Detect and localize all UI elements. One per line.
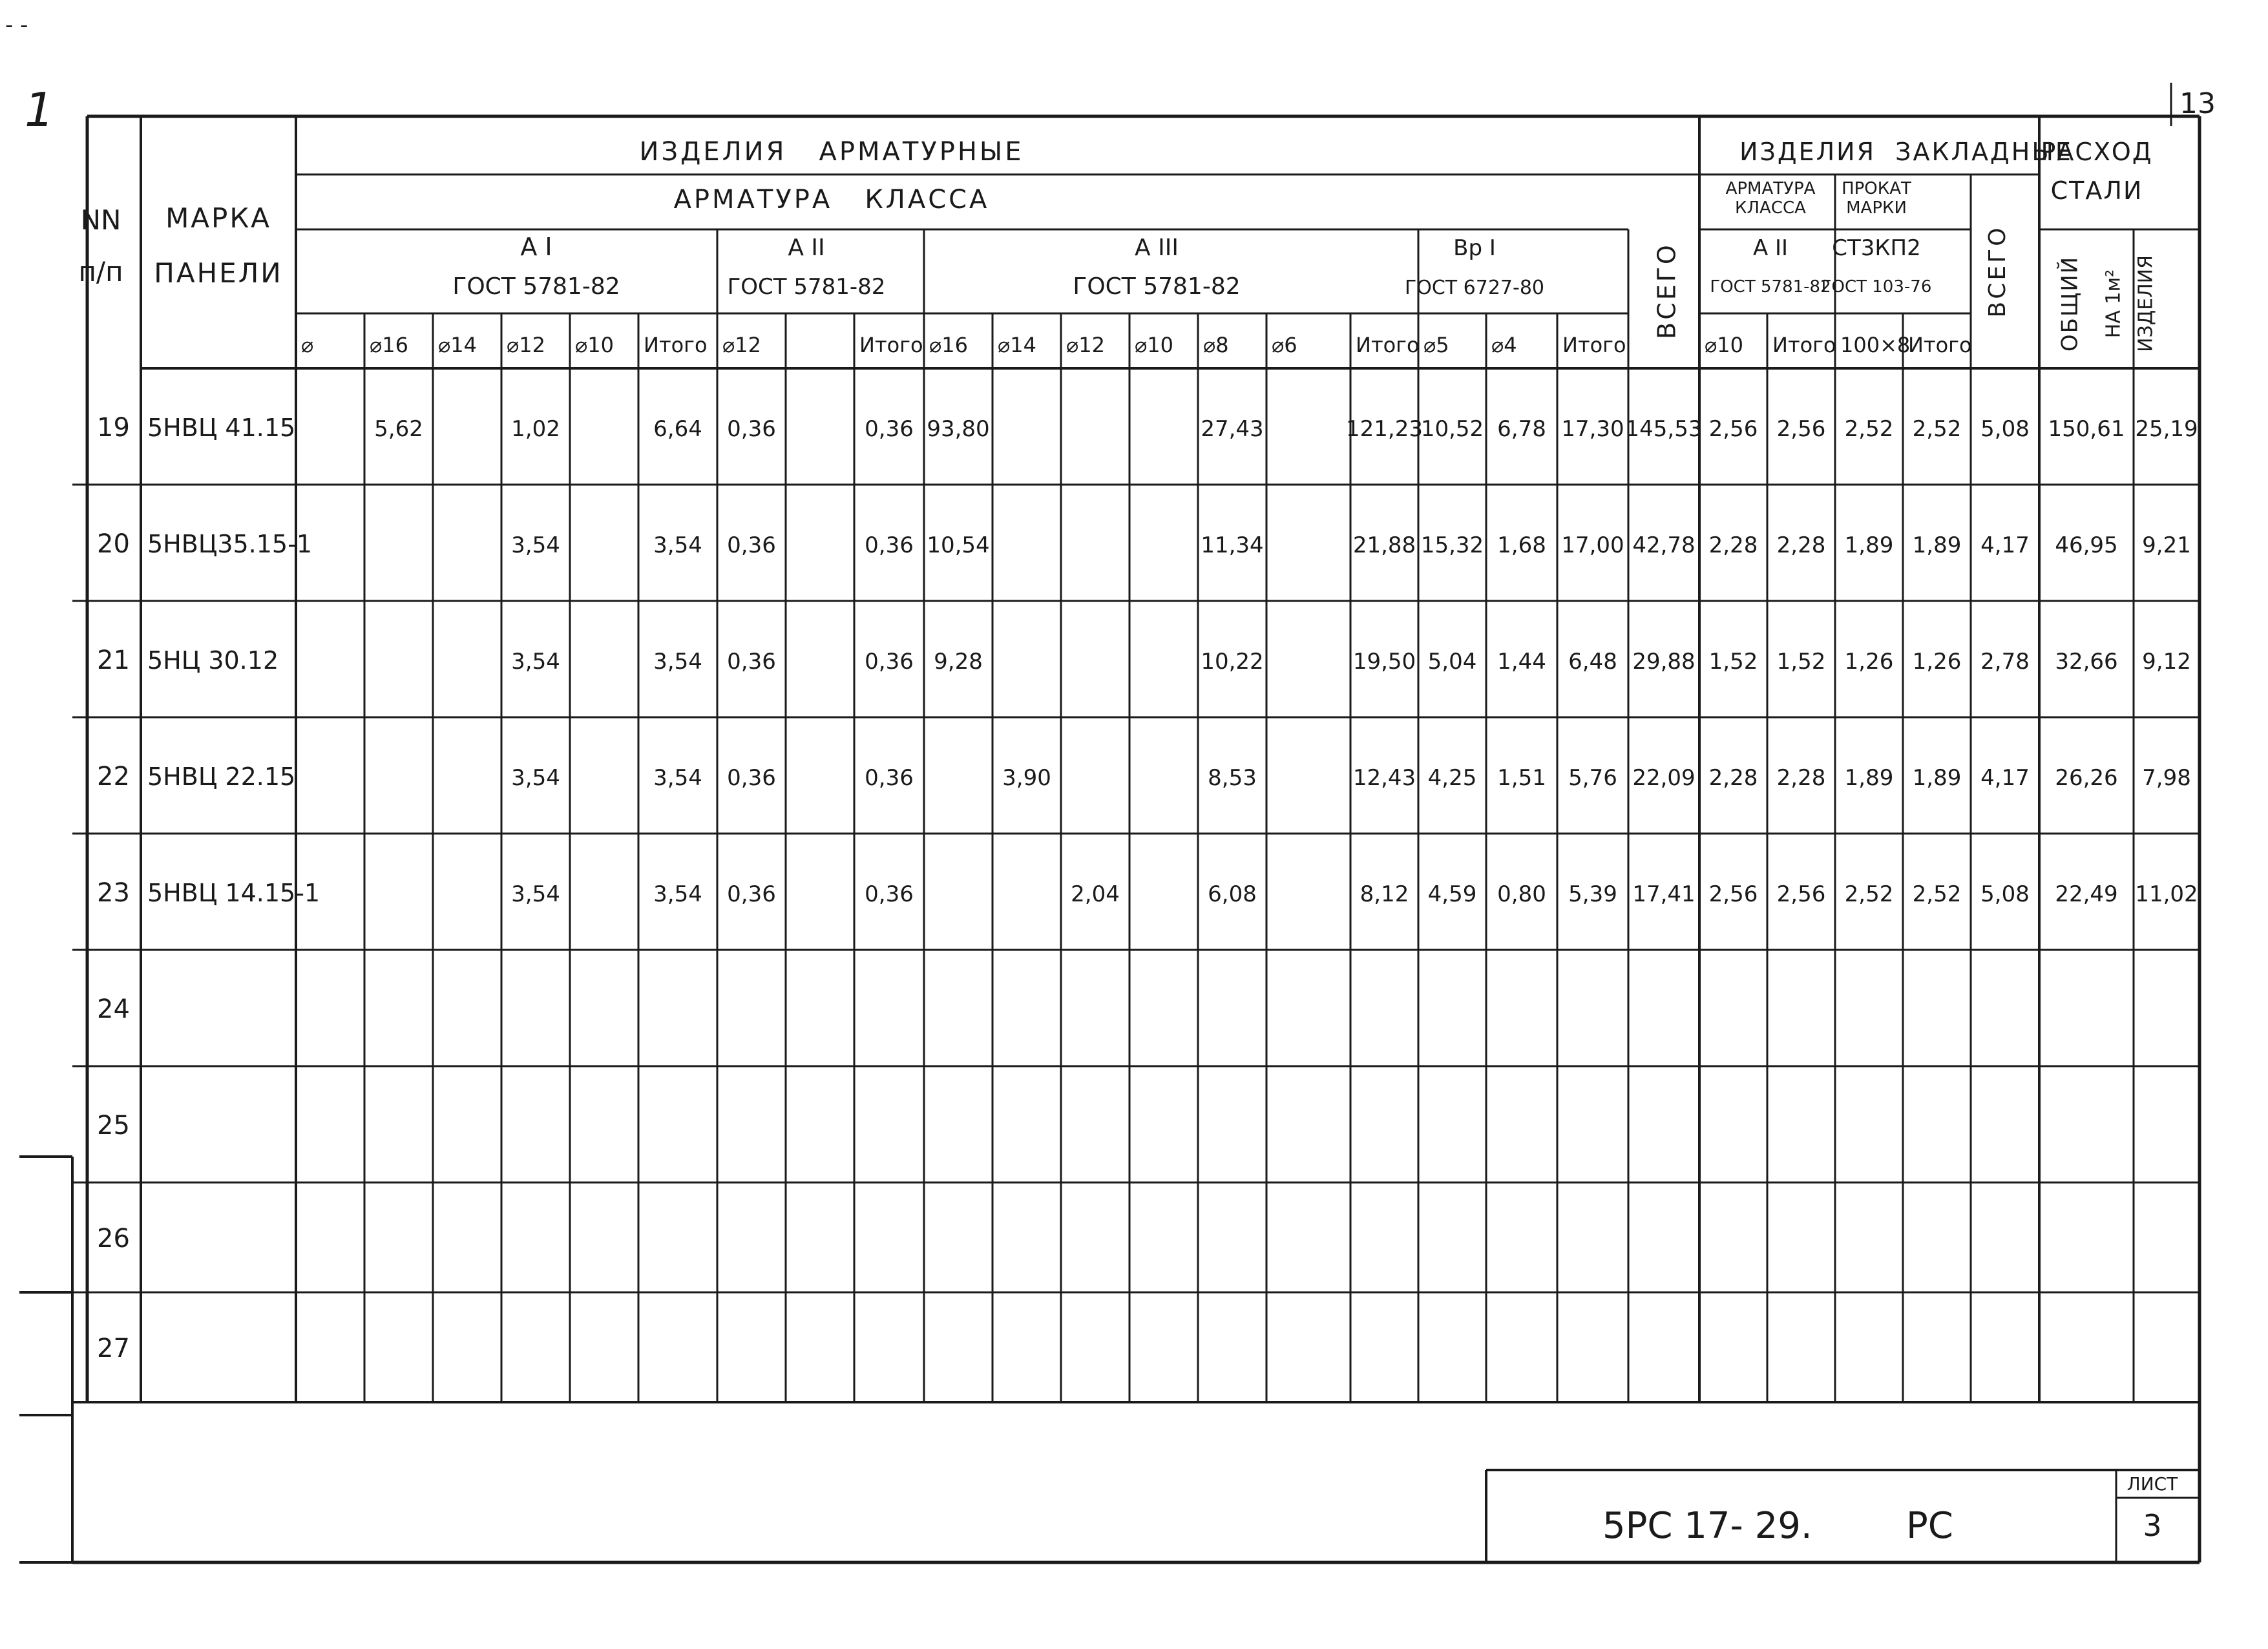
header-marka: МАРКА [165,202,271,234]
table-cell: 0,36 [865,532,914,558]
header-zakl-prokat: ПРОКАТ [1842,179,1911,198]
table-cell: 1,52 [1708,649,1758,675]
subheader-cell: Итого [859,333,923,357]
table-cell: 32,66 [2055,649,2118,675]
subheader-cell: ⌀10 [1135,333,1173,357]
row-number: 19 [97,413,130,443]
subheader-cell: ⌀ [301,333,314,357]
table-cell: 9,28 [934,649,983,675]
table-cell: 4,25 [1427,765,1477,791]
subheader-cell: ⌀12 [1066,333,1105,357]
row-number: 26 [97,1224,130,1254]
header-zakl-armatura: АРМАТУРА [1725,179,1816,198]
table-cell: 0,36 [727,649,776,675]
header-class-bp1: Вр I [1453,235,1496,261]
table-body [97,413,2198,1363]
table-cell: 2,52 [1912,881,1962,907]
header-class-a3: А III [1135,235,1179,261]
panel-mark: 5НВЦ 22.15 [147,762,296,791]
row-number: 23 [97,878,130,908]
table-cell: 8,53 [1208,765,1257,791]
header-zakl-marki: МАРКИ [1846,198,1907,218]
subheader-cell: ⌀16 [370,333,408,357]
header-zakl-st-gost: ГОСТ 103-76 [1821,277,1932,297]
drawing-code: 5РС 17- 29. [1602,1505,1812,1547]
table-cell: 5,39 [1568,881,1617,907]
header-stali: СТАЛИ [2050,176,2143,205]
header-class-a1-gost: ГОСТ 5781-82 [452,273,620,300]
table-cell: 1,52 [1776,649,1826,675]
subheader-cell: Итого [1772,333,1836,357]
table-cell: 3,54 [511,649,560,675]
subheader-cell: ⌀14 [438,333,477,357]
row-number: 27 [97,1334,130,1363]
table-cell: 42,78 [1632,532,1696,558]
table-cell: 2,04 [1071,881,1120,907]
table-cell: 2,28 [1776,532,1826,558]
table-cell: 8,12 [1360,881,1409,907]
table-cell: 1,89 [1912,765,1962,791]
header-class-a3-gost: ГОСТ 5781-82 [1073,273,1241,300]
header-izdeliya-zakladnye: ИЗДЕЛИЯ ЗАКЛАДНЫЕ [1739,138,2073,166]
subheader-cell: Итого [1562,333,1626,357]
sheet-label: ЛИСТ [2126,1473,2178,1495]
table-cell: 6,78 [1497,416,1546,442]
table-cell: 3,54 [653,881,702,907]
table-cell: 2,28 [1708,765,1758,791]
subheader-cell: Итого [1356,333,1420,357]
table-cell: 2,52 [1844,416,1894,442]
table-cell: 3,54 [511,532,560,558]
header-izdeliya-armaturnye: ИЗДЕЛИЯ АРМАТУРНЫЕ [639,137,1024,167]
header-nn: NN [80,204,121,236]
table-cell: 1,02 [511,416,560,442]
table-cell: 1,26 [1844,649,1894,675]
table-cell: 29,88 [1632,649,1696,675]
row-number: 22 [97,762,130,792]
table-cell: 1,68 [1497,532,1546,558]
table-cell: 5,04 [1427,649,1477,675]
panel-mark: 5НВЦ35.15-1 [147,530,312,558]
subheader-cell: 100×8 [1840,333,1911,357]
row-number: 24 [97,994,130,1024]
table-cell: 2,28 [1776,765,1826,791]
table-cell: 2,52 [1912,416,1962,442]
table-cell: 21,88 [1352,532,1416,558]
panel-mark: 5НВЦ 41.15 [147,414,296,442]
table-cell: 2,78 [1980,649,2030,675]
table-cell: 6,48 [1568,649,1617,675]
table-cell: 10,54 [927,532,990,558]
table-cell: 25,19 [2135,416,2198,442]
subheader-cell: ⌀5 [1423,333,1449,357]
header-rashod: РАСХОД [2041,138,2153,166]
table-cell: 3,54 [511,765,560,791]
header-zakl-klassa: КЛАССА [1735,198,1806,218]
table-cell: 5,08 [1980,416,2030,442]
table-cell: 0,36 [727,532,776,558]
table-cell: 0,36 [865,649,914,675]
table-cell: 1,89 [1844,765,1894,791]
subheader-cell: ⌀12 [722,333,761,357]
table-cell: 1,89 [1844,532,1894,558]
table-cell: 5,76 [1568,765,1617,791]
left-sheet-mark: 1 [25,83,54,137]
table-cell: 6,64 [653,416,702,442]
table-cell: 3,90 [1002,765,1051,791]
title-block [1602,1473,2178,1547]
table-cell: 121,23 [1346,416,1423,442]
sheet-number: 3 [2143,1508,2162,1543]
table-cell: 6,08 [1208,881,1257,907]
table-cell: 3,54 [511,881,560,907]
table-cell: 12,43 [1352,765,1416,791]
header-obshiy: ОБЩИЙ [2057,255,2083,352]
table-cell: 9,12 [2142,649,2191,675]
subheader-cell: ⌀12 [507,333,545,357]
table-cell: 3,54 [653,765,702,791]
subheader-cell: ⌀4 [1491,333,1517,357]
subheader-cell: Итого [644,333,708,357]
header-class-a2-gost: ГОСТ 5781-82 [727,274,886,300]
table-cell: 11,34 [1201,532,1264,558]
table-cell: 17,30 [1561,416,1624,442]
table-cell: 1,44 [1497,649,1546,675]
table-cell: 7,98 [2142,765,2191,791]
table-cell: 11,02 [2135,881,2198,907]
subheader-cell: ⌀6 [1272,333,1297,357]
table-cell: 0,36 [865,765,914,791]
table-cell: 10,52 [1420,416,1484,442]
table-cell: 4,17 [1980,532,2030,558]
header-zakl-st3kp2: СТ3КП2 [1832,235,1921,261]
table-cell: 2,56 [1708,416,1758,442]
subheader-row [301,333,1972,357]
header-zakl-a2-gost: ГОСТ 5781-82 [1710,277,1831,297]
header-na-1m2: НА 1м² [2102,269,2125,339]
table-cell: 15,32 [1420,532,1484,558]
table-cell: 5,62 [374,416,423,442]
row-number: 25 [97,1111,130,1140]
table-cell: 3,54 [653,532,702,558]
table-cell: 150,61 [2048,416,2125,442]
subheader-cell: ⌀14 [998,333,1036,357]
row-number: 21 [97,646,130,675]
table-cell: 3,54 [653,649,702,675]
table-cell: 2,52 [1844,881,1894,907]
table-cell: 2,56 [1776,416,1826,442]
table-cell: 0,36 [727,881,776,907]
table-cell: 93,80 [927,416,990,442]
subheader-cell: ⌀10 [1705,333,1743,357]
panel-mark: 5НЦ 30.12 [147,646,279,675]
subheader-cell: ⌀8 [1203,333,1229,357]
header-armatura-klassa: АРМАТУРА КЛАССА [673,185,990,215]
table-cell: 0,36 [865,881,914,907]
drawing-code-suffix: РС [1906,1505,1953,1547]
header-izdeliya: ИЗДЕЛИЯ [2134,255,2158,352]
table-cell: 2,56 [1708,881,1758,907]
row-number: 20 [97,529,130,559]
table-cell: 4,17 [1980,765,2030,791]
table-cell: 9,21 [2142,532,2191,558]
table-cell: 22,09 [1632,765,1696,791]
subheader-cell: ⌀10 [575,333,614,357]
page-number: 13 [2179,87,2216,120]
header-paneli: ПАНЕЛИ [154,257,283,289]
subheader-cell: Итого [1908,333,1972,357]
header-vsego: ВСЕГО [1652,242,1681,339]
table-cell: 10,22 [1201,649,1264,675]
header-zakl-a2: А II [1752,235,1789,261]
header-pp: п/п [78,256,123,288]
table-cell: 0,36 [865,416,914,442]
table-header [78,137,2157,352]
table-cell: 27,43 [1201,416,1264,442]
header-zakl-vsego: ВСЕГО [1984,225,2011,318]
table-cell: 1,51 [1497,765,1546,791]
header-class-a1: А I [520,233,552,261]
table-cell: 5,08 [1980,881,2030,907]
table-cell: 4,59 [1427,881,1477,907]
table-cell: 46,95 [2055,532,2118,558]
table-cell: 145,53 [1625,416,1703,442]
subheader-cell: ⌀16 [929,333,968,357]
panel-mark: 5НВЦ 14.15-1 [147,879,320,907]
table-cell: 17,41 [1632,881,1696,907]
table-cell: 0,80 [1497,881,1546,907]
dash-mark: - - [5,12,28,38]
table-cell: 0,36 [727,416,776,442]
table-cell: 22,49 [2055,881,2118,907]
table-cell: 2,56 [1776,881,1826,907]
table-cell: 1,89 [1912,532,1962,558]
header-class-bp1-gost: ГОСТ 6727-80 [1404,277,1545,299]
header-class-a2: А II [788,235,825,261]
table-cell: 0,36 [727,765,776,791]
table-cell: 26,26 [2055,765,2118,791]
table-cell: 17,00 [1561,532,1624,558]
table-cell: 19,50 [1352,649,1416,675]
table-cell: 1,26 [1912,649,1962,675]
table-cell: 2,28 [1708,532,1758,558]
